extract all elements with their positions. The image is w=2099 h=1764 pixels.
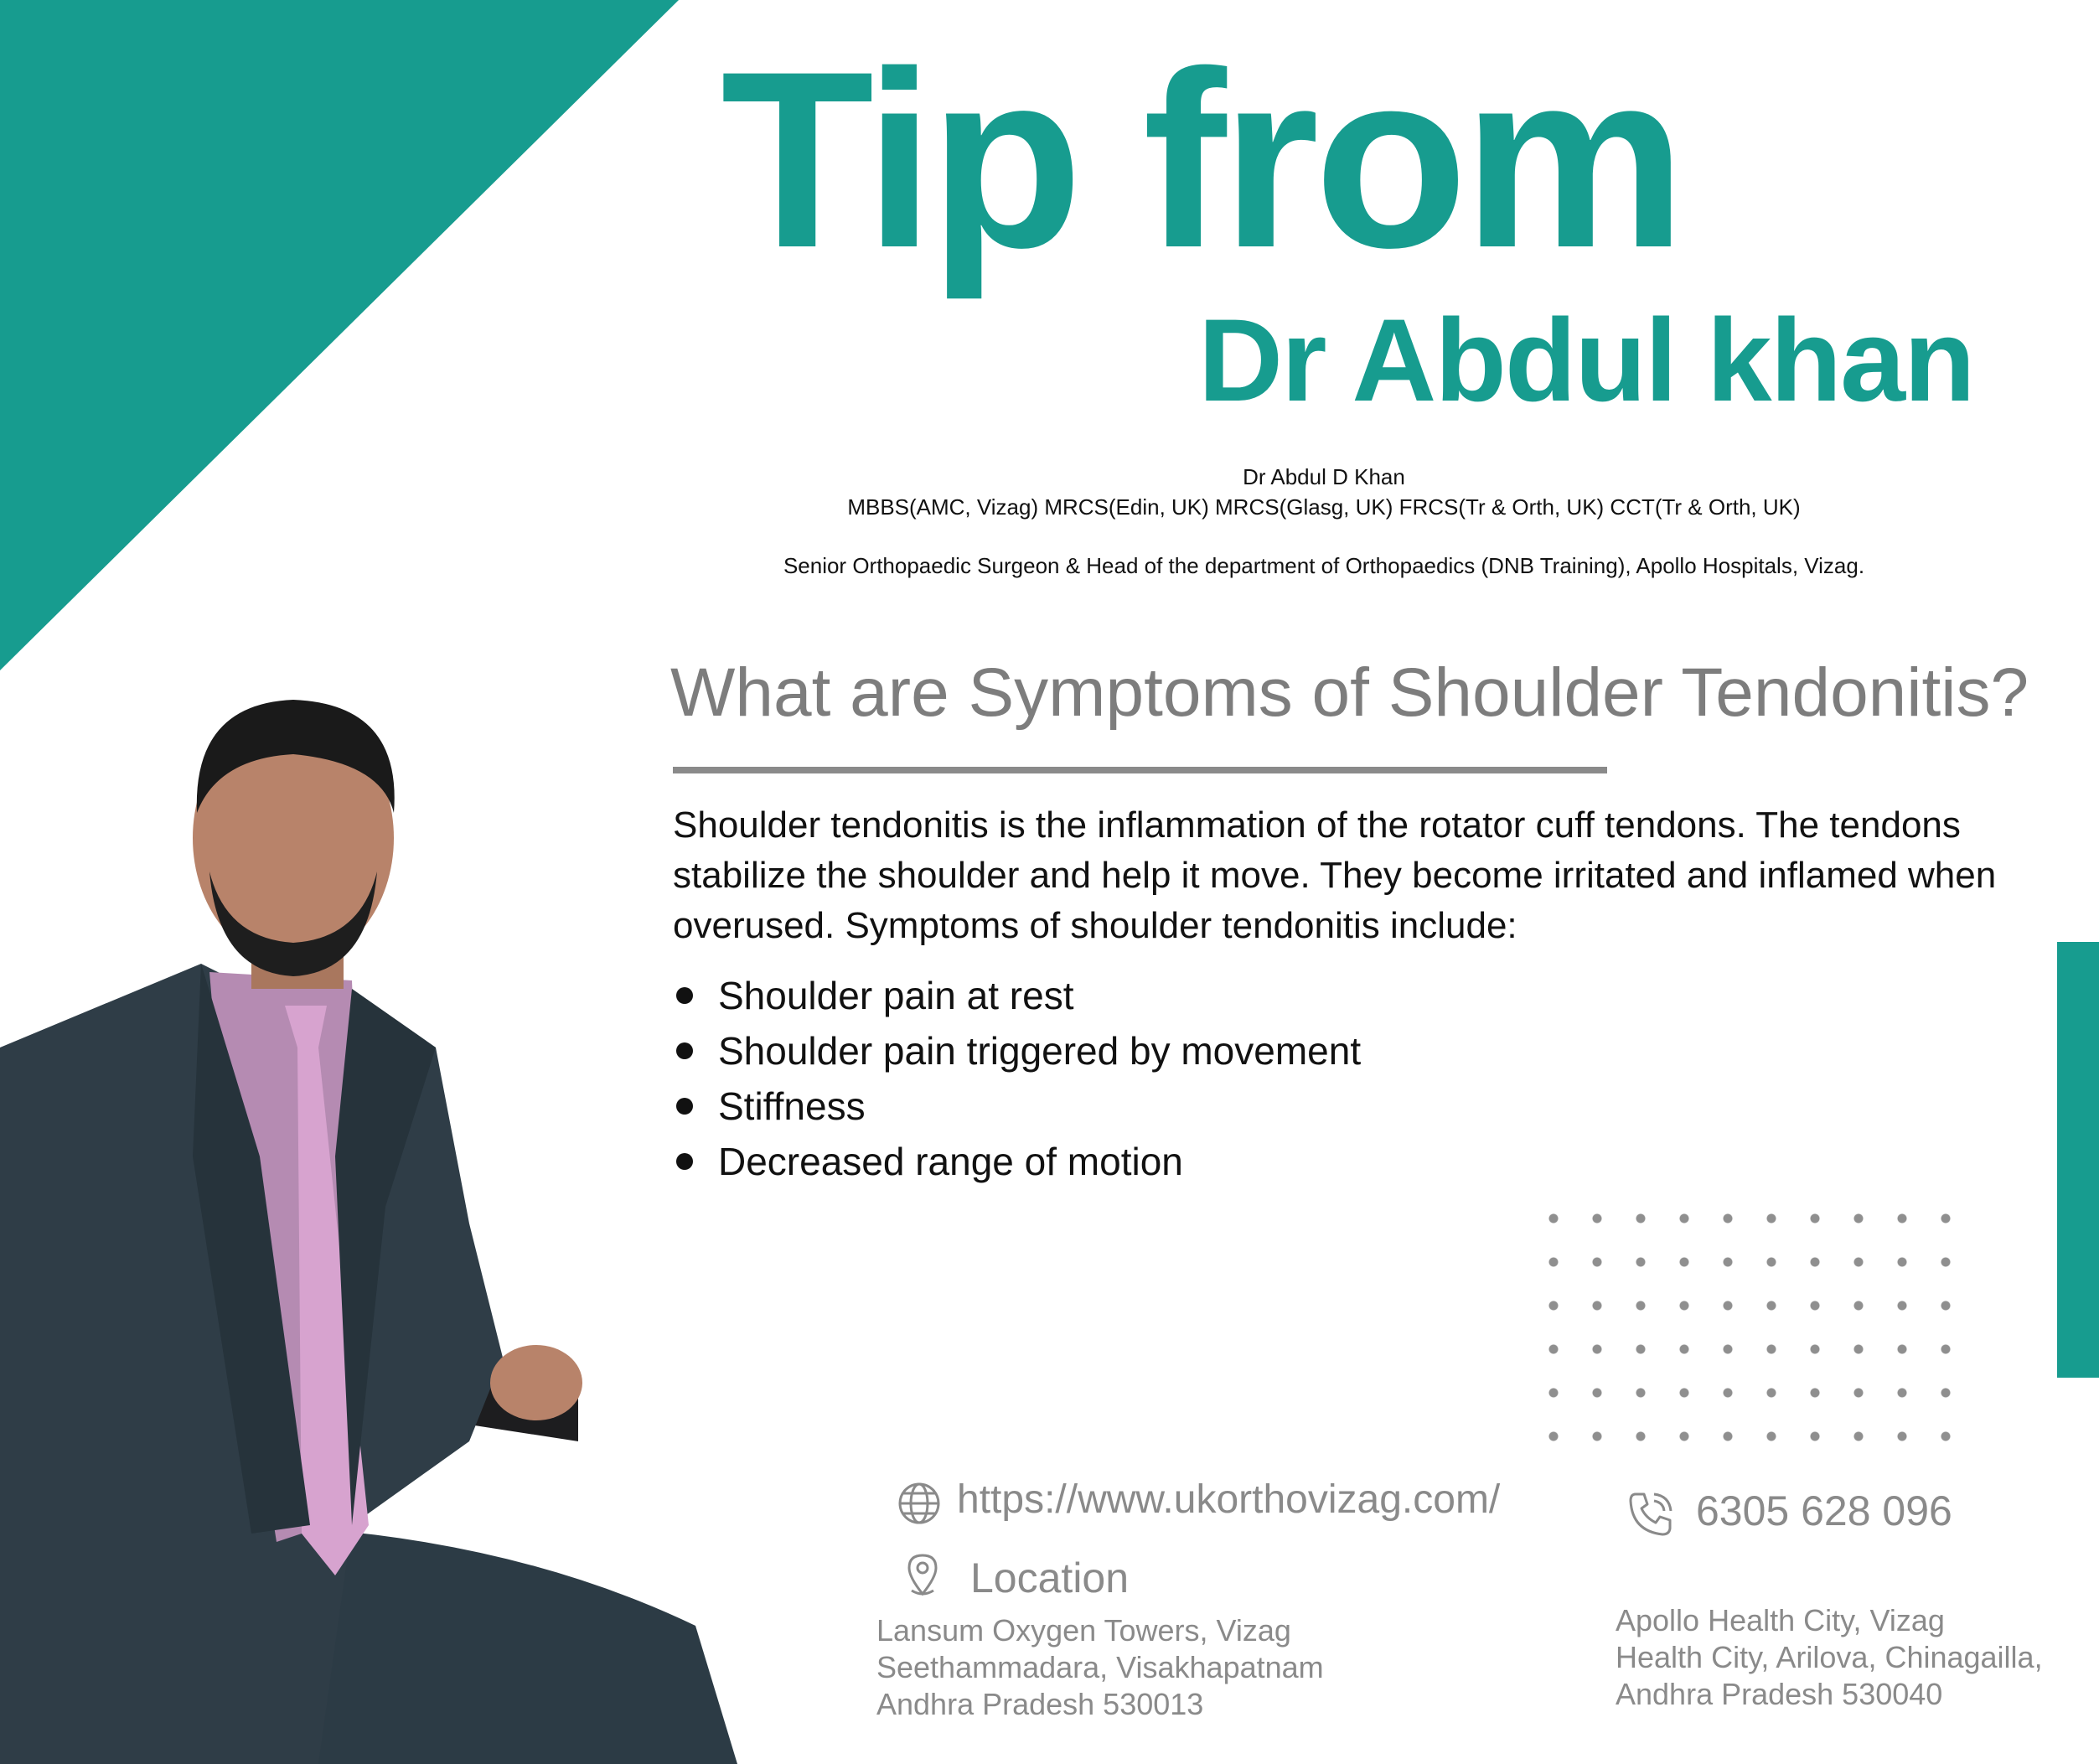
article-question: What are Symptoms of Shoulder Tendonitis?: [670, 654, 2029, 731]
article-intro: Shoulder tendonitis is the inflammation of the rotator cuff tendons. The tendons stabilize the shoulder and help it move. They become irritated and inflamed when overused. Symptoms of shoulder tendonitis include:: [673, 804, 1997, 946]
address-block-2: [1616, 1602, 2043, 1713]
address-block-1: [876, 1612, 1324, 1723]
address-line: Apollo Health City, Vizag: [1616, 1603, 1945, 1637]
address-line: Andhra Pradesh 530013: [876, 1687, 1204, 1721]
address-line: Health City, Arilova, Chinagailla,: [1616, 1640, 2043, 1674]
symptom-list: [673, 968, 1361, 1189]
symptom-text: Shoulder pain triggered by movement: [718, 1029, 1362, 1073]
heading-underline: [673, 767, 1607, 773]
location-label: Location: [970, 1554, 1130, 1601]
title-doctor-name: Dr Abdul khan: [1198, 294, 1974, 426]
doctor-photo: [0, 687, 737, 1764]
address-line: Seethammadara, Visakhapatnam: [876, 1650, 1324, 1684]
address-line: Andhra Pradesh 530040: [1616, 1677, 1943, 1711]
phone-icon: [1626, 1489, 1676, 1539]
list-item: [673, 968, 1361, 1023]
list-item: [673, 1134, 1361, 1189]
dot-grid-decoration: [1548, 1213, 1959, 1448]
side-accent-bar: [2057, 942, 2099, 1378]
phone-number[interactable]: 6305 628 096: [1696, 1487, 1952, 1534]
symptom-text: Shoulder pain at rest: [718, 974, 1074, 1017]
list-item: [673, 1079, 1361, 1134]
list-item: [673, 1023, 1361, 1079]
doctor-degrees: MBBS(AMC, Vizag) MRCS(Edin, UK) MRCS(Glasg, UK) FRCS(Tr & Orth, UK) CCT(Tr & Orth, UK): [847, 494, 1801, 520]
doctor-role: Senior Orthopaedic Surgeon & Head of the department of Orthopaedics (DNB Training), Apollo Hospitals, Vizag.: [783, 553, 1865, 578]
globe-icon: [897, 1481, 942, 1526]
symptom-text: Stiffness: [718, 1084, 866, 1128]
address-line: Lansum Oxygen Towers, Vizag: [876, 1613, 1291, 1648]
symptom-text: Decreased range of motion: [718, 1140, 1183, 1183]
title-tip-from: Tip from: [721, 18, 1682, 300]
location-pin-icon: [905, 1552, 940, 1599]
doctor-full-name: Dr Abdul D Khan: [1243, 464, 1405, 489]
website-link[interactable]: https://www.ukorthovizag.com/: [957, 1477, 1501, 1522]
